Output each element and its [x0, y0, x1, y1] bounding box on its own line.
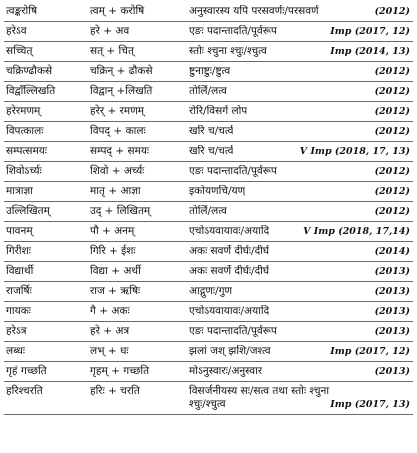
- table-row: [4, 122, 413, 142]
- rule-cell: [187, 342, 413, 362]
- exam-reference: (2012): [374, 66, 410, 77]
- word-split: मातृ + आज्ञा: [88, 182, 187, 202]
- table-row: [4, 282, 413, 302]
- table-row: [4, 362, 413, 382]
- table-row: [4, 222, 413, 242]
- rule-cell: [187, 382, 413, 415]
- exam-reference: (2012): [374, 206, 410, 217]
- combined-word: विद्यार्थी: [4, 262, 88, 282]
- rule-name: रोरि/विसर्ग लोप: [189, 105, 248, 117]
- word-split: हरिः + चरति: [88, 382, 187, 415]
- table-row: [4, 202, 413, 222]
- table-row: [4, 22, 413, 42]
- word-split: गृहम् + गच्छति: [88, 362, 187, 382]
- exam-reference: (2012): [374, 126, 410, 137]
- rule-cell: [187, 262, 413, 282]
- table-row: [4, 242, 413, 262]
- rule-name: विसर्जनीयस्य सः/सत्व तथा स्तोः श्चुना: [189, 385, 330, 397]
- rule-cell: [187, 122, 413, 142]
- rule-cell: [187, 182, 413, 202]
- rule-cell: [187, 102, 413, 122]
- combined-word: विपत्कालः: [4, 122, 88, 142]
- exam-reference: (2012): [374, 186, 410, 197]
- combined-word: लब्धः: [4, 342, 88, 362]
- rule-cell: [187, 282, 413, 302]
- rule-cell: [187, 42, 413, 62]
- combined-word: हरिश्चरति: [4, 382, 88, 415]
- rule-name: एङः पदान्तादति/पूर्वरूप: [189, 25, 277, 37]
- rule-cell: [187, 162, 413, 182]
- exam-reference: (2013): [374, 366, 410, 377]
- rule-name: मोऽनुस्वारः/अनुस्वार: [189, 365, 263, 377]
- rule-cell: [187, 242, 413, 262]
- word-split: विद्या + अर्थी: [88, 262, 187, 282]
- word-split: लभ् + धः: [88, 342, 187, 362]
- rule-name: इकोयणचि/यण्: [189, 185, 246, 197]
- sandhi-table-body: [4, 2, 413, 415]
- rule-cell: [187, 2, 413, 22]
- combined-word: सम्पत्समयः: [4, 142, 88, 162]
- combined-word: हरेरमणम्: [4, 102, 88, 122]
- table-row: [4, 42, 413, 62]
- exam-reference: V Imp (2018, 17, 13): [299, 146, 410, 157]
- exam-reference: (2012): [374, 166, 410, 177]
- rule-name: अकः सवर्णे दीर्घः/दीर्घ: [189, 265, 270, 277]
- table-row: [4, 382, 413, 415]
- table-row: [4, 162, 413, 182]
- rule-name: एङः पदान्तादति/पूर्वरूप: [189, 165, 277, 177]
- rule-name: खरि च/चर्त्व: [189, 145, 234, 157]
- combined-word: चक्रिण्ढौकसे: [4, 62, 88, 82]
- table-row: [4, 262, 413, 282]
- table-row: [4, 142, 413, 162]
- word-split: शिवो + अर्च्यः: [88, 162, 187, 182]
- exam-reference: Imp (2014, 13): [330, 46, 410, 57]
- exam-reference: (2013): [374, 266, 410, 277]
- rule-cell: [187, 142, 413, 162]
- combined-word: विद्वाँल्लिखति: [4, 82, 88, 102]
- exam-reference: (2013): [374, 326, 410, 337]
- rule-cell: [187, 202, 413, 222]
- word-split: विद्वान् +लिखति: [88, 82, 187, 102]
- rule-name: अनुस्वारस्य यपि परसवर्णः/परसवर्ण: [189, 5, 319, 17]
- rule-cell: [187, 302, 413, 322]
- word-split: गिरि + ईशः: [88, 242, 187, 262]
- combined-word: गिरीशः: [4, 242, 88, 262]
- exam-reference: (2013): [374, 306, 410, 317]
- table-row: [4, 302, 413, 322]
- combined-word: मात्राज्ञा: [4, 182, 88, 202]
- table-row: [4, 2, 413, 22]
- word-split: गै + अकः: [88, 302, 187, 322]
- exam-reference: V Imp (2018, 17,14): [303, 226, 410, 237]
- word-split: विपद् + कालः: [88, 122, 187, 142]
- combined-word: हरेऽत्र: [4, 322, 88, 342]
- exam-reference: Imp (2017, 12): [330, 346, 410, 357]
- table-row: [4, 82, 413, 102]
- sandhi-table: [4, 2, 413, 415]
- rule-name: तोर्लि/लत्व: [189, 205, 227, 217]
- word-split: सम्पद् + समयः: [88, 142, 187, 162]
- exam-reference: (2012): [374, 6, 410, 17]
- exam-reference: Imp (2017, 12): [330, 26, 410, 37]
- rule-name: अकः सवर्णे दीर्घः/दीर्घ: [189, 245, 270, 257]
- word-split: हरे + अव: [88, 22, 187, 42]
- combined-word: पावनम्: [4, 222, 88, 242]
- combined-word: हरेऽव: [4, 22, 88, 42]
- word-split: पौ + अनम्: [88, 222, 187, 242]
- rule-cell: [187, 222, 413, 242]
- rule-name: स्तोः श्चुना श्चुः/श्चुत्व: [189, 45, 267, 57]
- exam-reference: Imp (2017, 13): [330, 399, 410, 410]
- rule-name: तोर्लि/लत्व: [189, 85, 227, 97]
- combined-word: शिवोऽर्च्यः: [4, 162, 88, 182]
- combined-word: गायकः: [4, 302, 88, 322]
- rule-name: एचोऽयवायावः/अयादि: [189, 305, 270, 317]
- rule-cell: [187, 82, 413, 102]
- rule-name: झलां जश् झशि/जश्त्व: [189, 345, 271, 357]
- table-row: [4, 182, 413, 202]
- combined-word: उल्लिखितम्: [4, 202, 88, 222]
- exam-reference: (2013): [374, 286, 410, 297]
- word-split: हरेर् + रमणम्: [88, 102, 187, 122]
- word-split: उद् + लिखितम्: [88, 202, 187, 222]
- combined-word: गृहं गच्छति: [4, 362, 88, 382]
- rule-name: आद्गुणः/गुण: [189, 285, 233, 297]
- rule-cell: [187, 322, 413, 342]
- exam-reference: (2012): [374, 106, 410, 117]
- table-row: [4, 62, 413, 82]
- exam-reference: (2012): [374, 86, 410, 97]
- table-row: [4, 322, 413, 342]
- rule-name: एङः पदान्तादति/पूर्वरूप: [189, 325, 277, 337]
- table-row: [4, 102, 413, 122]
- rule-name: खरि च/चर्त्व: [189, 125, 234, 137]
- rule-name: एचोऽयवायावः/अयादि: [189, 225, 270, 237]
- combined-word: सच्चित्: [4, 42, 88, 62]
- rule-name-continued: श्चुः/श्चुत्व: [189, 398, 226, 410]
- rule-cell: [187, 22, 413, 42]
- table-row: [4, 342, 413, 362]
- rule-name: ष्टुनाष्टुः/ष्टुत्व: [189, 65, 231, 77]
- rule-cell: [187, 362, 413, 382]
- word-split: सत् + चित्: [88, 42, 187, 62]
- combined-word: त्वङ्करोषि: [4, 2, 88, 22]
- word-split: त्वम् + करोषि: [88, 2, 187, 22]
- word-split: राज + ऋषिः: [88, 282, 187, 302]
- combined-word: राजर्षिः: [4, 282, 88, 302]
- exam-reference: (2014): [374, 246, 410, 257]
- rule-cell: [187, 62, 413, 82]
- word-split: हरे + अत्र: [88, 322, 187, 342]
- word-split: चक्रिन् + ढौकसे: [88, 62, 187, 82]
